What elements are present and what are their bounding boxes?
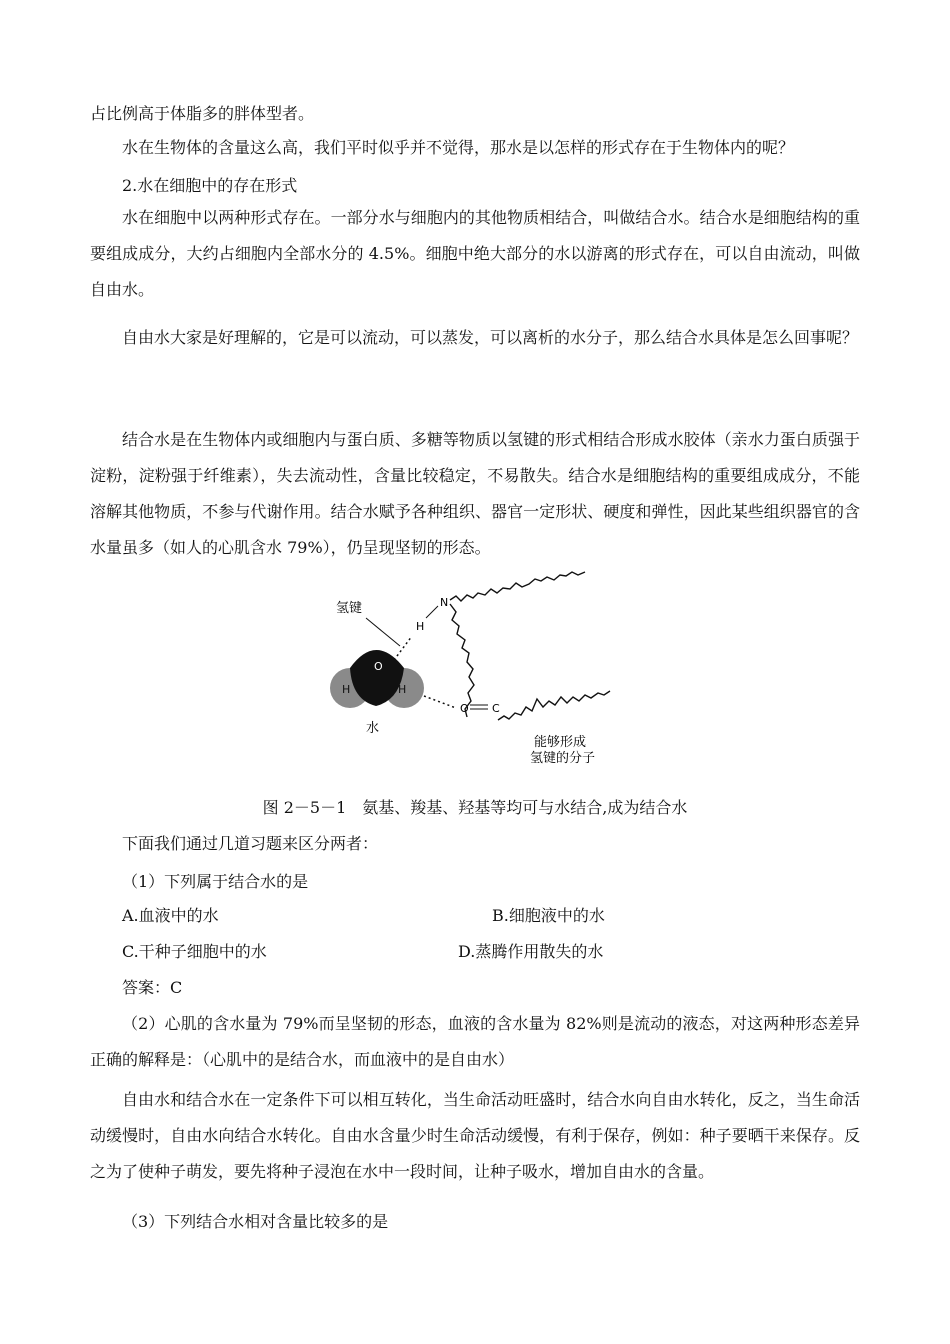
q1-option-c: C.干种子细胞中的水 bbox=[122, 942, 267, 961]
paragraph-forms: 水在细胞中以两种形式存在。一部分水与细胞内的其他物质相结合，叫做结合水。结合水是细胞结构的重要组成成分，大约占细胞内全部水分的 4.5%。细胞中绝大部分的水以游离的形式存在，可以自由流动，叫做自由水。 bbox=[90, 208, 860, 299]
molecule-chain-top bbox=[450, 572, 585, 601]
paragraph-bound-water: 结合水是在生物体内或细胞内与蛋白质、多糖等物质以氢键的形式相结合形成水胶体（亲水力蛋白质强于淀粉，淀粉强于纤维素），失去流动性，含量比较稳定，不易散失。结合水是细胞结构的重要组成成分，不能溶解其他物质，不参与代谢作用。结合水赋予各种组织、器官一定形状、硬度和弹性，因此某些组织器官的含水量虽多（如人的心肌含水 79%），仍呈现坚韧的形态。 bbox=[90, 430, 860, 557]
question-3: （3）下列结合水相对含量比较多的是 bbox=[122, 1212, 389, 1231]
atom-o2-label: O bbox=[460, 702, 469, 715]
section-heading: 2.水在细胞中的存在形式 bbox=[122, 176, 298, 195]
h-n-bond bbox=[426, 606, 438, 618]
q1-option-b: B.细胞液中的水 bbox=[492, 906, 605, 925]
atom-c-label: C bbox=[492, 702, 500, 715]
hydrogen-bond-diagram bbox=[320, 560, 660, 780]
q1-answer: 答案：C bbox=[122, 978, 183, 997]
water-label: 水 bbox=[366, 721, 380, 736]
molecule-chain-middle bbox=[450, 604, 474, 717]
atom-h-left-label: H bbox=[342, 683, 351, 696]
molecule-label-2: 氢键的分子 bbox=[530, 751, 596, 766]
hbond-dotted-line-bottom bbox=[424, 696, 456, 708]
hydrogen-bond-figure bbox=[320, 560, 660, 780]
figure-caption: 图 2－5－1 氨基、羧基、羟基等均可与水结合,成为结合水 bbox=[262, 798, 688, 817]
atom-o-label: O bbox=[374, 660, 383, 673]
hbond-label: 氢键 bbox=[336, 601, 363, 616]
question-1: （1）下列属于结合水的是 bbox=[122, 872, 309, 891]
text-line: 占比例高于体脂多的胖体型者。 bbox=[90, 104, 315, 123]
molecule-label-1: 能够形成 bbox=[534, 735, 587, 750]
molecule-chain-bottom bbox=[498, 691, 610, 720]
atom-h-right-label: H bbox=[398, 683, 407, 696]
atom-h-label: H bbox=[416, 620, 425, 633]
q1-option-a: A.血液中的水 bbox=[122, 906, 219, 925]
paragraph-intro: 水在生物体的含量这么高，我们平时似乎并不觉得，那水是以怎样的形式存在于生物体内的呢？ bbox=[122, 138, 795, 157]
atom-n-label: N bbox=[440, 596, 449, 609]
question-2: （2）心肌的含水量为 79%而呈坚韧的形态，血液的含水量为 82%则是流动的液态，对这两种形态差异正确的解释是：（心肌中的是结合水，而血液中的是自由水） bbox=[90, 1014, 860, 1069]
exercise-intro: 下面我们通过几道习题来区分两者： bbox=[122, 834, 379, 853]
hbond-pointer-line bbox=[366, 618, 400, 646]
paragraph-free-water: 自由水大家是好理解的，它是可以流动，可以蒸发，可以离析的水分子，那么结合水具体是怎么回事呢？ bbox=[122, 328, 859, 347]
hbond-dotted-line-top bbox=[394, 636, 412, 660]
q1-option-d: D.蒸腾作用散失的水 bbox=[458, 942, 604, 961]
paragraph-conversion: 自由水和结合水在一定条件下可以相互转化，当生命活动旺盛时，结合水向自由水转化，反之，当生命活动缓慢时，自由水向结合水转化。自由水含量少时生命活动缓慢，有利于保存，例如：种子要晒干来保存。反之为了使种子萌发，要先将种子浸泡在水中一段时间，让种子吸水，增加自由水的含量。 bbox=[90, 1090, 860, 1181]
